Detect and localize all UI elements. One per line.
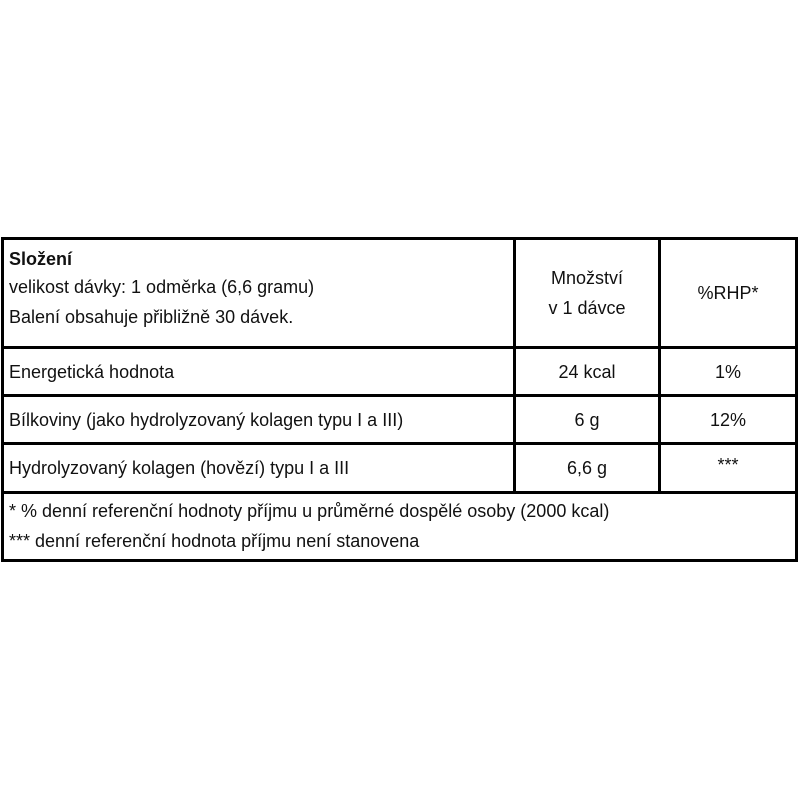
- nutrient-name-cell: [4, 349, 513, 394]
- serving-size-text: velikost dávky: 1 odměrka (6,6 gramu): [9, 277, 315, 297]
- nutrient-quantity: 24 kcal: [558, 361, 616, 382]
- nutrient-rhp-cell: [658, 349, 795, 394]
- servings-per-package-text: Balení obsahuje přibližně 30 dávek.: [9, 307, 294, 327]
- nutrient-name: Bílkoviny (jako hydrolyzovaný kolagen typu I a III): [9, 409, 404, 430]
- nutrient-rhp: 1%: [714, 361, 741, 382]
- header-composition-cell: [4, 240, 513, 346]
- nutrient-name: Hydrolyzovaný kolagen (hovězí) typu I a III: [9, 458, 350, 478]
- composition-title: Složení: [9, 249, 73, 269]
- quantity-header-line2: v 1 dávce: [548, 298, 626, 318]
- footnotes: [4, 496, 795, 556]
- nutrient-name: Energetická hodnota: [9, 361, 175, 382]
- footnote-not-established: *** denní referenční hodnota příjmu není stanovena: [9, 531, 420, 551]
- footnote-rhp: * % denní referenční hodnoty příjmu u průměrné dospělé osoby (2000 kcal): [9, 501, 610, 521]
- nutrient-quantity-cell: [513, 445, 658, 491]
- nutrient-quantity-cell: [513, 349, 658, 394]
- nutrient-rhp: 12%: [709, 409, 747, 430]
- nutrient-quantity: 6,6 g: [566, 458, 608, 478]
- nutrition-table: [1, 237, 798, 562]
- table-row: [4, 445, 795, 494]
- nutrient-name-cell: [4, 397, 513, 442]
- nutrient-rhp-cell: [658, 445, 795, 491]
- rhp-header: %RHP*: [697, 283, 759, 303]
- table-row: [4, 397, 795, 445]
- quantity-header-line1: Množství: [550, 268, 623, 288]
- header-rhp-cell: [658, 240, 795, 346]
- nutrient-quantity: 6 g: [574, 409, 600, 430]
- nutrient-quantity-cell: [513, 397, 658, 442]
- table-row: [4, 349, 795, 397]
- header-quantity-cell: [513, 240, 658, 346]
- nutrient-name-cell: [4, 445, 513, 491]
- nutrient-rhp: ***: [717, 455, 739, 475]
- table-header-row: [4, 240, 795, 349]
- nutrient-rhp-cell: [658, 397, 795, 442]
